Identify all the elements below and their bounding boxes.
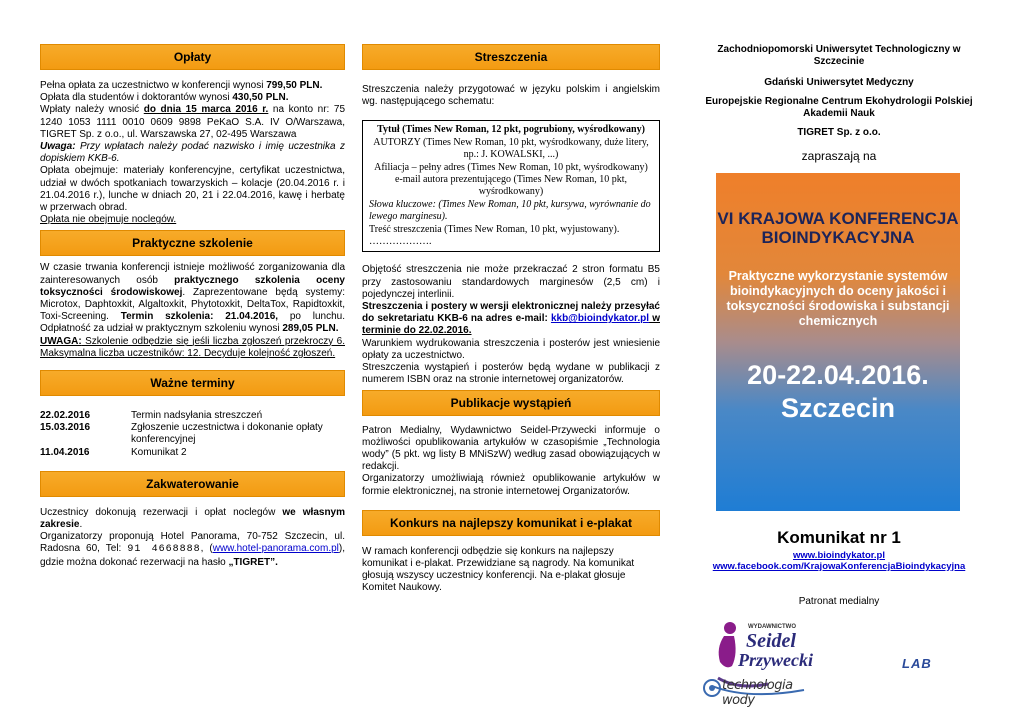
section-header-konkurs: Konkurs na najlepszy komunikat i e-plakat (362, 510, 660, 536)
oplaty-full-fee: Pełna opłata za uczestnictwo w konferencji wynosi 799,50 PLN. (40, 80, 323, 91)
streszczenia-volume: Objętość streszczenia nie może przekraczać 2 stron formatu B5 przy zastosowaniu standardowych marginesów (2,5 cm) i pojedynczej interlinii. (362, 264, 660, 300)
publikacje-p2: Organizatorzy umożliwiają również opublikowanie artykułów w formie elektronicznej, na stronie internetowej Organizatorów. (362, 473, 660, 497)
komunikat-title: Komunikat nr 1 (777, 528, 901, 547)
oplaty-note: Uwaga: Przy wpłatach należy podać nazwisko i imię uczestnika z dopiskiem KKB-6. (40, 141, 345, 165)
zakwaterowanie-p2: Organizatorzy proponują Hotel Panorama, 70-752 Szczecin, ul. Radosna 60, Tel: 91 4668888, (www.hotel-panorama.com.pl), gdzie można dokonać rezerwacji na hasło „TIGRET”. (40, 531, 345, 568)
abstract-template-box: Tytuł (Times New Roman, 12 pkt, pogrubiony, wyśrodkowany) AUTORZY (Times New Roman, 10 pkt, wyśrodkowany, duże litery, np.: J. KOWALSKI, ...) Afiliacja – pełny adres (Times New Roman, 10 pkt, wyśrodkowany) e-mail autora prezentującego (Times New Roman, 10 pkt, wyśrodkowany) Słowa kluczowe: (Times New Roman, 10 pkt, kursywa, wyrównanie do lewego marginesu). Treść streszczenia (Times New Roman, 10 pkt, wyjustowany). ………………. (362, 120, 660, 252)
water-drop-icon (702, 678, 722, 698)
column-left (40, 44, 345, 569)
publikacje-p1: Patron Medialny, Wydawnictwo Seidel-Przywecki informuje o możliwości opublikowania artykułów w czasopiśmie „Technologia wody” (5 pkt. wg listy B MNiSzW) według zasad obowiązujących w redakcji. (362, 424, 660, 473)
email-link[interactable]: kkb@bioindykator.pl (550, 313, 650, 325)
organizer-tigret: TIGRET Sp. z o.o. (797, 127, 881, 138)
seidel-logo: WYDAWNICTWO Seidel Przywecki (708, 618, 808, 702)
oplaty-account: Wpłaty należy wnosić do dnia 15 marca 2016 r. na konto nr: 75 1240 1053 1111 0010 0609 9898 PeKaO S.A. IV O/Warszawa, TIGRET Sp. z o.o., ul. Warszawska 27, 02-495 Warszawa (40, 104, 346, 140)
organizer-gum: Gdański Uniwersytet Medyczny (764, 77, 914, 88)
dates-list (40, 410, 345, 459)
technologia-wody-logo: technologia wody (702, 676, 822, 700)
column-middle (362, 44, 660, 595)
date-row: 22.02.2016 Termin nadsyłania streszczeń (40, 410, 263, 422)
facebook-link[interactable]: www.facebook.com/KrajowaKonferencjaBioindykacyjna (712, 561, 966, 572)
website-link[interactable]: www.bioindykator.pl (792, 550, 886, 561)
szkolenie-note: UWAGA: Szkolenie odbędzie się jeśli liczba zgłoszeń przekroczy 6. Maksymalna liczba uczestników: 12. Decyduje kolejność zgłoszeń. (40, 335, 345, 359)
szkolenie-text: W czasie trwania konferencji istnieje możliwość zorganizowania dla zainteresowanych osób praktycznego szkolenia oceny toksyczności środowiskowej. Zaprezentowane będą systemy: Microtox, Daphtoxkit, Algaltoxkit, Phytotoxkit, DeltaTox, Rapidtoxkit, Toxi-Screening. Termin szkolenia: 21.04.2016, po lunchu. Odpłatność za udział w praktycznym szkoleniu wynosi 289,05 PLN. (40, 262, 345, 335)
conference-title: VI KRAJOWA KONFERENCJA BIOINDYKACYJNA (717, 209, 959, 247)
streszczenia-publication: Streszczenia wystąpień i posterów będą wydane w publikacji z numerem ISBN oraz na stronie internetowej organizatorów. (362, 362, 660, 386)
conference-date-place: 20-22.04.2016. Szczecin (747, 360, 929, 423)
conference-banner (716, 173, 960, 511)
zakwaterowanie-p1: Uczestnicy dokonują rezerwacji i opłat noclegów we własnym zakresie. (40, 506, 345, 531)
invite-text: zapraszają na (801, 149, 877, 163)
organizer-zut: Zachodniopomorski Uniwersytet Technologiczny w Szczecinie (717, 44, 961, 67)
streszczenia-submit: Streszczenia i postery w wersji elektronicznej należy przesyłać do sekretariatu KKB-6 na adres e-mail: kkb@bioindykator.pl w terminie do 22.02.2016. (362, 301, 660, 337)
section-header-terminy: Ważne terminy (40, 370, 345, 396)
oplaty-student-fee: Opłata dla studentów i doktorantów wynosi 430,50 PLN. (40, 92, 289, 104)
date-row: 11.04.2016 Komunikat 2 (40, 446, 187, 458)
date-row: 15.03.2016 Zgłoszenie uczestnictwa i dokonanie opłaty konferencyjnej (40, 422, 323, 446)
conference-subtitle: Praktyczne wykorzystanie systemów bioindykacyjnych do oceny jakości i toksyczności środowiska i substancji chemicznych (726, 269, 950, 328)
streszczenia-intro: Streszczenia należy przygotować w języku polskim i angielskim wg. następującego schematu: (362, 84, 660, 108)
section-header-publikacje: Publikacje wystąpień (362, 390, 660, 416)
section-header-zakwaterowanie: Zakwaterowanie (40, 471, 345, 497)
lab-logo: LAB (902, 656, 932, 671)
section-header-szkolenie: Praktyczne szkolenie (40, 230, 345, 256)
oplaty-includes: Opłata obejmuje: materiały konferencyjne, certyfikat uczestnictwa, udział w dwóch spotkaniach towarzyskich – kolacje (20.04.2016 r. i 21.04.2016 r.), lunche w dniach 20, 21 i 22.04.2016, kawę i herbatę w przerwach obrad. (40, 165, 345, 214)
section-header-oplaty: Opłaty (40, 44, 345, 70)
oplaty-excludes: Opłata nie obejmuje noclegów. (40, 214, 177, 226)
column-right (694, 44, 984, 708)
hotel-link[interactable]: www.hotel-panorama.com.pl (212, 543, 339, 555)
patron-label: Patronat medialny (798, 596, 880, 607)
konkurs-text: W ramach konferencji odbędzie się konkurs na najlepszy komunikat i e-plakat. Przewidziane są nagrody. Na komunikat głosują wszyscy uczestnicy konferencji. Na e-plakat głosuje Komitet Naukowy. (362, 545, 635, 594)
section-header-streszczenia: Streszczenia (362, 44, 660, 70)
streszczenia-condition: Warunkiem wydrukowania streszczenia i posterów jest wniesienie opłaty za uczestnictwo. (362, 337, 660, 361)
organizer-erce: Europejskie Regionalne Centrum Ekohydrologii Polskiej Akademii Nauk (705, 96, 973, 119)
